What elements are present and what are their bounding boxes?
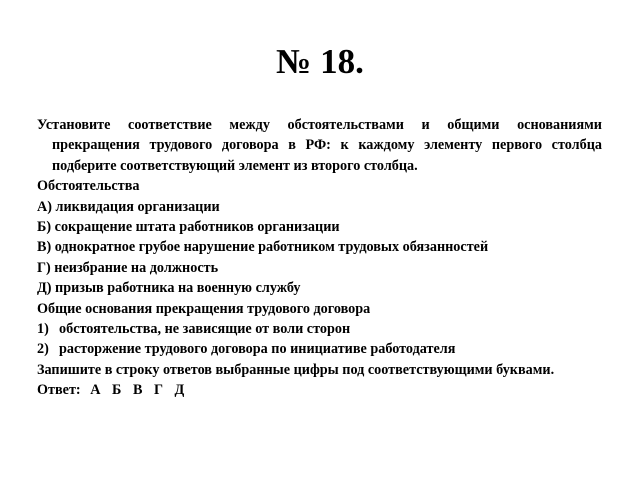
slide-title: № 18. — [276, 42, 364, 81]
ground-text: обстоятельства, не зависящие от воли сторон — [59, 321, 351, 338]
answer-row — [37, 380, 602, 400]
ground-text: расторжение трудового договора по инициативе работодателя — [59, 341, 456, 358]
circumstances-header: Обстоятельства — [37, 178, 140, 195]
answer-letter: В — [132, 382, 143, 399]
ground-number: 2) — [37, 341, 49, 358]
circumstance-item: Г) неизбрание на должность — [37, 259, 219, 276]
ground-item — [37, 339, 602, 359]
answer-letter: А — [90, 382, 101, 399]
write-instruction: Запишите в строку ответов выбранные цифры под соответствующими буквами. — [37, 361, 555, 378]
circumstance-item: В) однократное грубое нарушение работником трудовых обязанностей — [37, 239, 489, 256]
answer-letter: Б — [112, 382, 122, 399]
circumstance-item: А) ликвидация организации — [37, 198, 220, 215]
circumstance-item: Б) сокращение штата работников организации — [37, 219, 340, 236]
circumstance-item: Д) призыв работника на военную службу — [37, 280, 301, 297]
ground-item — [37, 319, 602, 339]
task-content — [37, 115, 602, 401]
answer-letter: Г — [153, 382, 163, 399]
answer-label: Ответ: — [37, 382, 81, 399]
answer-letter: Д — [174, 382, 185, 399]
task-instruction: Установите соответствие между обстоятельствами и общими основаниями прекращения трудового договора в РФ: к каждому элементу первого столбца подберите соответствующий элемент из второго столбца. — [37, 117, 602, 174]
grounds-header: Общие основания прекращения трудового договора — [37, 300, 371, 317]
ground-number: 1) — [37, 321, 49, 338]
